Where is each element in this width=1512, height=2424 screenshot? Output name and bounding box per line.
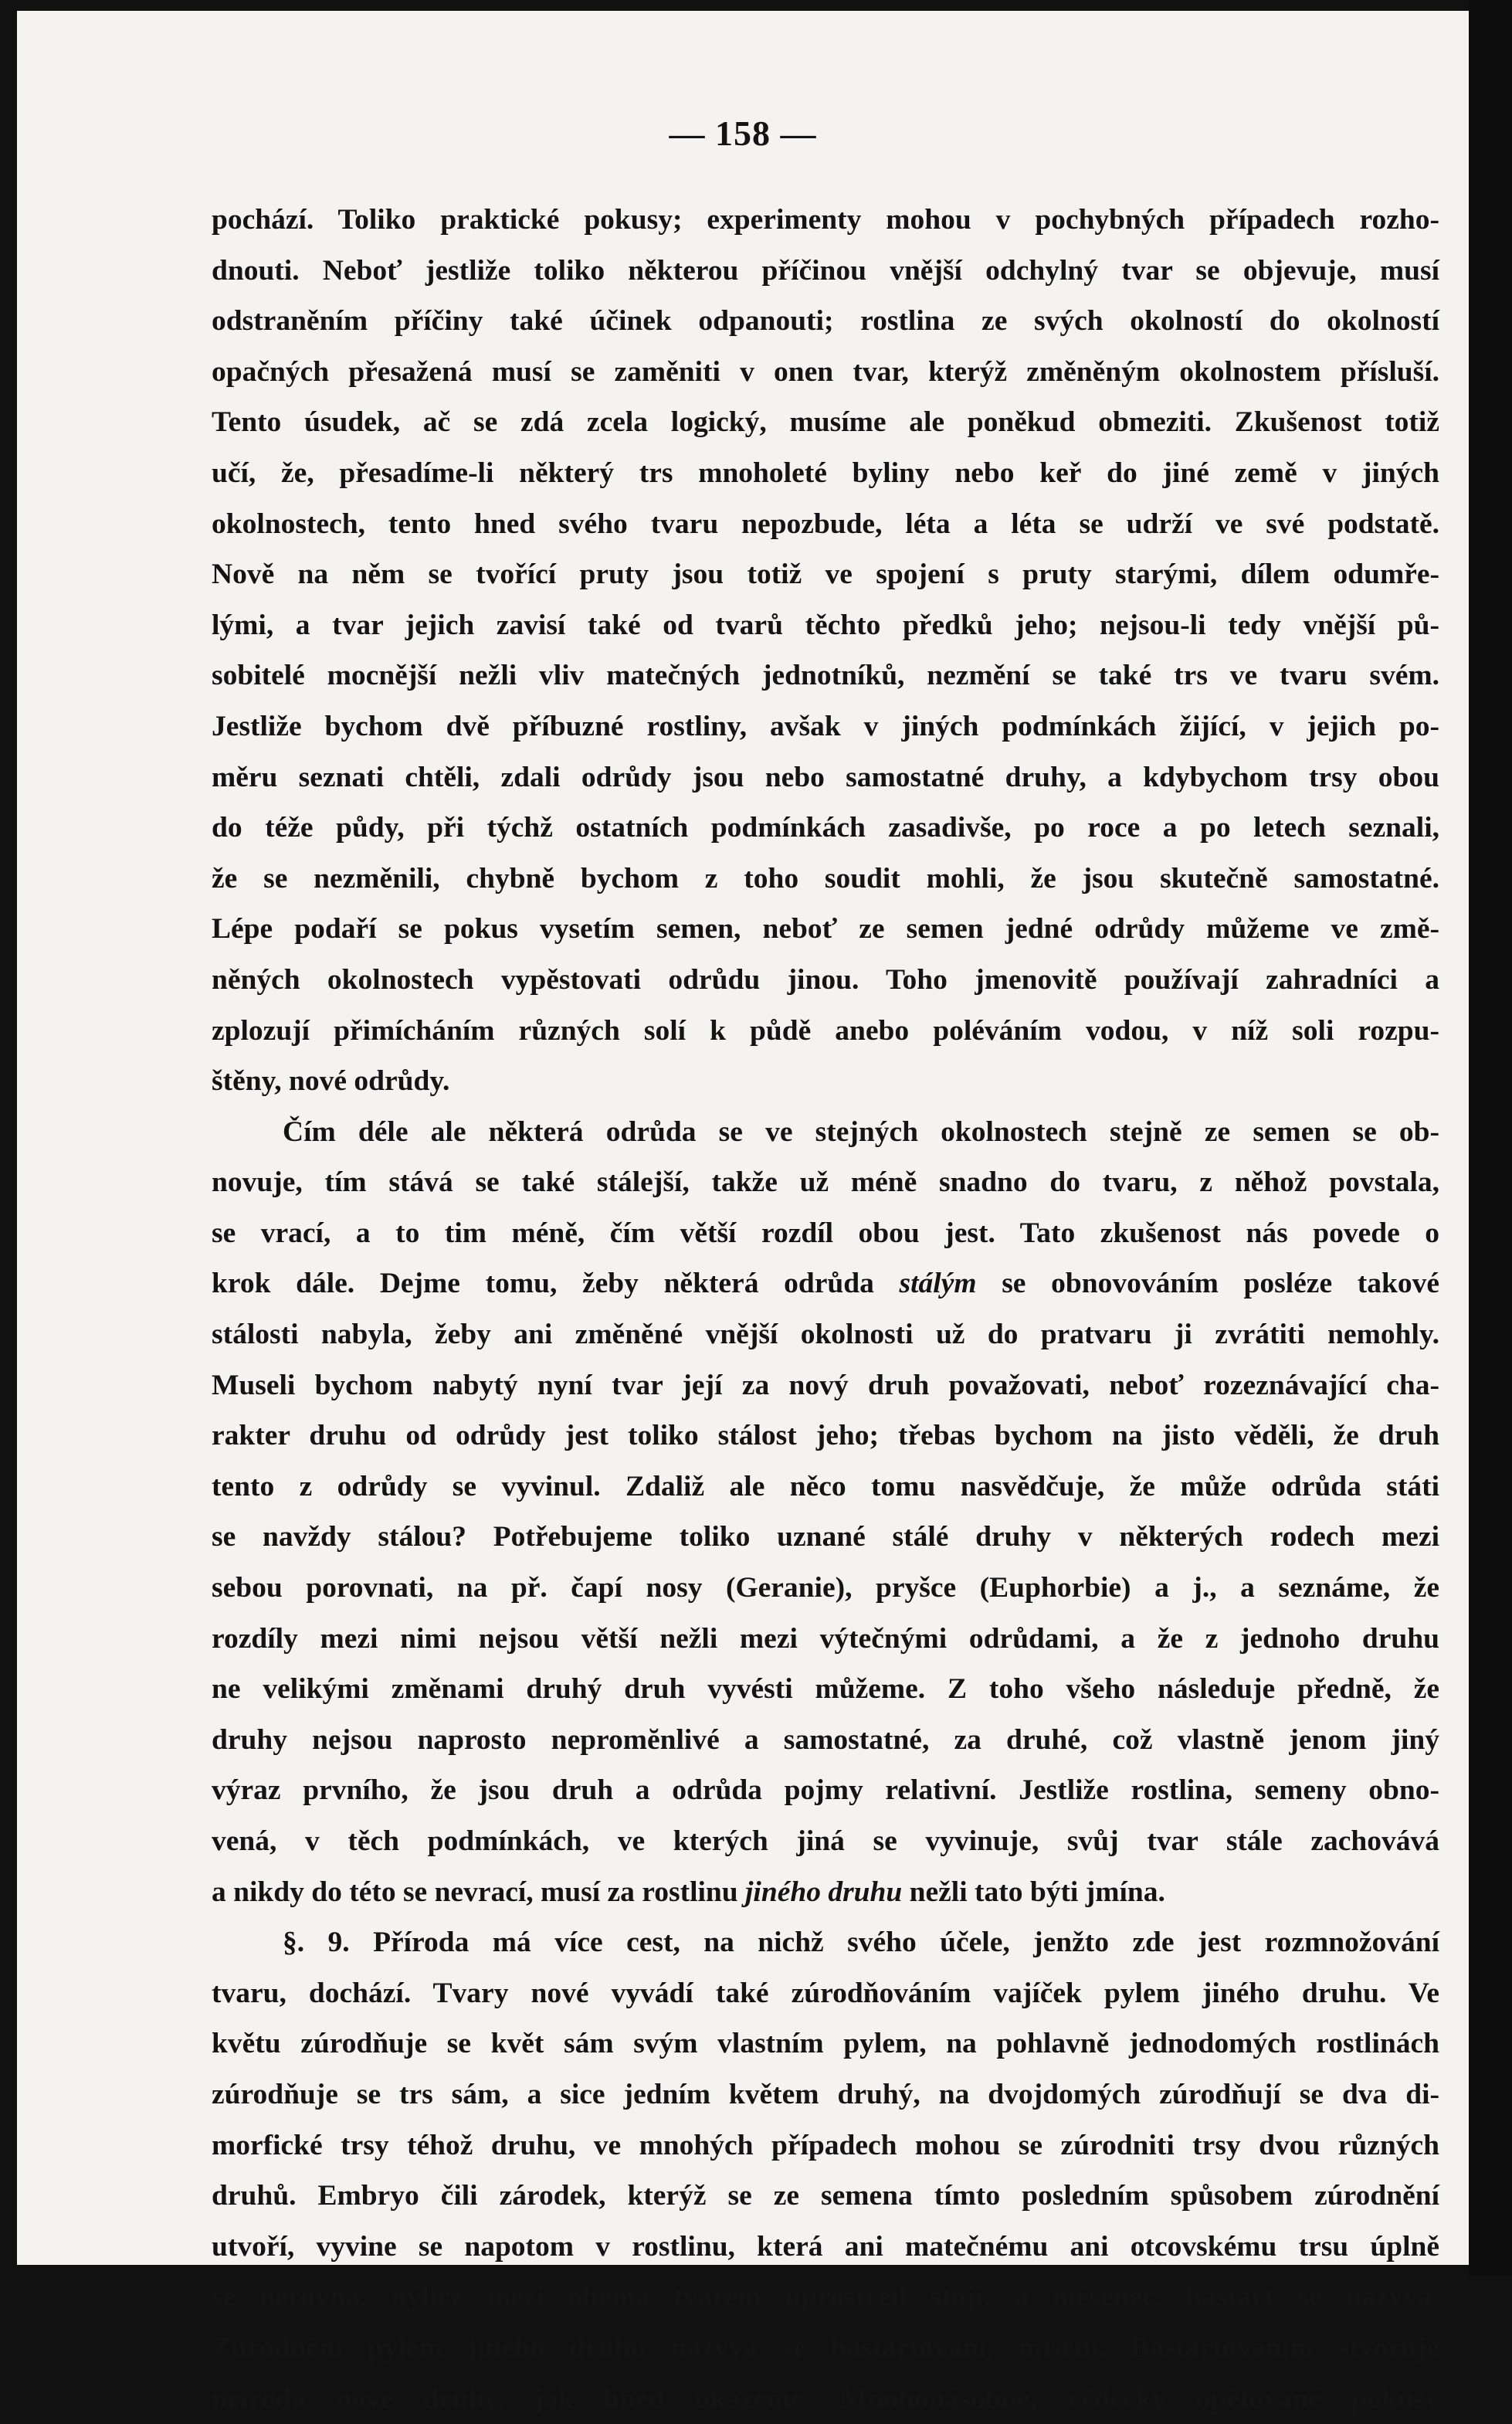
text-line: Nově na něm se tvořící pruty jsou totiž ve spojení s pruty starými, dílem odumře- — [212, 558, 1439, 591]
text-line: štěny, nové odrůdy. — [212, 1065, 450, 1098]
text-line: Čím déle ale některá odrůda se ve stejných okolnostech stejně ze semen se ob- — [283, 1115, 1439, 1148]
text-line: se vrací, a to tim méně, čím větší rozdíl obou jest. Tato zkušenost nás povede o — [212, 1217, 1439, 1249]
text-line: něných okolnostech vypěstovati odrůdu jinou. Toho jmenovitě používají zahradníci a — [212, 963, 1439, 996]
text-line: zplozují přimícháním různých solí k půdě anebo poléváním vodou, v níž soli rozpu- — [212, 1014, 1439, 1047]
text-line: Lépe podaří se pokus vysetím semen, neboť ze semen jedné odrůdy můžeme ve změ- — [212, 913, 1439, 945]
text-line: květu zúrodňuje se květ sám svým vlastním pylem, na pohlavně jednodomých rostlinách — [212, 2028, 1439, 2060]
text-line: tvaru, dochází. Tvary nové vyvádí také zúrodňováním vajíček pylem jiného druhu. Ve — [212, 1977, 1439, 2009]
italic-term: stálým — [899, 1268, 977, 1300]
text-line: zúrodňuje se trs sám, a sice jedním květem druhý, na dvojdomých zúrodňují se dva di- — [212, 2078, 1439, 2110]
text-line: odstraněním příčiny také účinek odpanouti; rostlina ze svých okolností do okolností — [212, 305, 1439, 338]
text-segment: krok dále. Dejme tomu, žeby některá odrůda — [212, 1268, 900, 1300]
text-line: do téže půdy, při týchž ostatních podmínkách zasadivše, po roce a po letech seznali, — [212, 812, 1439, 844]
text-line: §. 9. Příroda má více cest, na nichž svého účele, jenžto zde jest rozmnožování — [283, 1927, 1439, 1959]
text-segment: nežli tato býti jmína. — [902, 1876, 1165, 1908]
text-line: novuje, tím stává se také stálejší, takže už méně snadno do tvaru, z něhož povstala, — [212, 1166, 1439, 1199]
text-line-with-italic — [212, 1258, 1439, 1309]
text-line: sobitelé mocnější nežli vliv matečných jednotníků, nezmění se také trs ve tvaru svém. — [212, 660, 1439, 692]
scan-dark-edge — [1469, 0, 1512, 2276]
text-line: stálosti nabyla, žeby ani změněné vnější okolnosti už do pratvaru ji zvrátiti nemohly. — [212, 1319, 1439, 1351]
text-line-with-italic — [212, 1867, 1439, 1918]
text-line: učí, že, přesadíme-li některý trs mnoholeté byliny nebo keř do jiné země v jiných — [212, 457, 1439, 489]
text-line: druhů. Embryo čili zárodek, kterýž se ze semena tímto posledním spůsobem zúrodnění — [212, 2180, 1439, 2212]
text-line: ne velikými změnami druhý druh vyvésti můžeme. Z toho všeho následuje předně, že — [212, 1673, 1439, 1706]
text-line: výraz prvního, že jsou druh a odrůda pojmy relativní. Jestliže rostlina, semeny obno- — [212, 1774, 1439, 1807]
text-line: se nerovná, nýbrž mezi oběma tvarem uprostřed stojí, a měšenec, bastart se nazývá. — [212, 2281, 1439, 2314]
text-line: příroda nové druhy, jak hned ukážeme. Mnohonásobné, vědecky opětované pokusy — [212, 2382, 1439, 2415]
text-line: opačných přesažená musí se zaměniti v onen tvar, kterýž změněným okolnostem přísluší. — [212, 355, 1439, 388]
text-line: Museli bychom nabytý nyní tvar její za nový druh považovati, neboť rozeznávající cha- — [212, 1369, 1439, 1401]
book-page — [17, 11, 1469, 2415]
text-line: morfické trsy téhož druhu, ve mnohých případech mohou se zúrodniti trsy dvou různých — [212, 2129, 1439, 2161]
text-segment: se obnovováním posléze takové — [976, 1268, 1440, 1300]
text-line: měru seznati chtěli, zdali odrůdy jsou nebo samostatné druhy, a kdybychom trsy obou — [212, 761, 1439, 793]
text-line: tento z odrůdy se vyvinul. Zdaliž ale něco tomu nasvědčuje, že může odrůda státi — [212, 1470, 1439, 1502]
text-line: se navždy stálou? Potřebujeme toliko uznané stálé druhy v některých rodech mezi — [212, 1521, 1439, 1553]
text-line: druhy nejsou naprosto nepromĕnlivé a samostatné, za druhé, což vlastně jenom jiný — [212, 1723, 1439, 1756]
text-line: Zúrodnění pylem jiného druhu nazývá se bastartování, míšení. Bastartováním stvořuje — [212, 2331, 1439, 2364]
text-segment: a nikdy do této se nevrací, musí za rostlinu — [212, 1876, 746, 1908]
text-line: pochází. Toliko praktické pokusy; experimenty mohou v pochybných případech rozho- — [212, 204, 1439, 236]
italic-term: jiného druhu — [745, 1876, 903, 1908]
text-line: že se nezměnili, chybně bychom z toho soudit mohli, že jsou skutečně samostatné. — [212, 862, 1439, 895]
body-text — [212, 195, 1439, 2424]
text-line: rozdíly mezi nimi nejsou větší nežli mezi výtečnými odrůdami, a že z jednoho druhu — [212, 1622, 1439, 1655]
text-line: rakter druhu od odrůdy jest toliko stálost jeho; třebas bychom na jisto věděli, že druh — [212, 1420, 1439, 1452]
text-line: Jestliže bychom dvě příbuzné rostliny, avšak v jiných podmínkách žijící, v jejich po- — [212, 710, 1439, 742]
text-line: utvoří, vyvine se napotom v rostlinu, která ani matečnému ani otcovskému trsu úplně — [212, 2230, 1439, 2263]
text-line: sebou porovnati, na př. čapí nosy (Geranie), pryšce (Euphorbie) a j., a seznáme, že — [212, 1572, 1439, 1604]
page-number: — 158 — — [669, 114, 817, 153]
text-line: lými, a tvar jejich zavisí také od tvarů těchto předků jeho; nejsou-li tedy vnější pů- — [212, 609, 1439, 641]
text-line: dnouti. Neboť jestliže toliko některou příčinou vnější odchylný tvar se objevuje, musí — [212, 254, 1439, 287]
text-line: okolnostech, tento hned svého tvaru nepozbude, léta a léta se udrží ve své podstatě. — [212, 508, 1439, 540]
text-line: vená, v těch podmínkách, ve kterých jiná se vyvinuje, svůj tvar stále zachovává — [212, 1825, 1439, 1857]
text-line: Tento úsudek, ač se zdá zcela logický, musíme ale poněkud obmeziti. Zkušenost totiž — [212, 406, 1439, 439]
